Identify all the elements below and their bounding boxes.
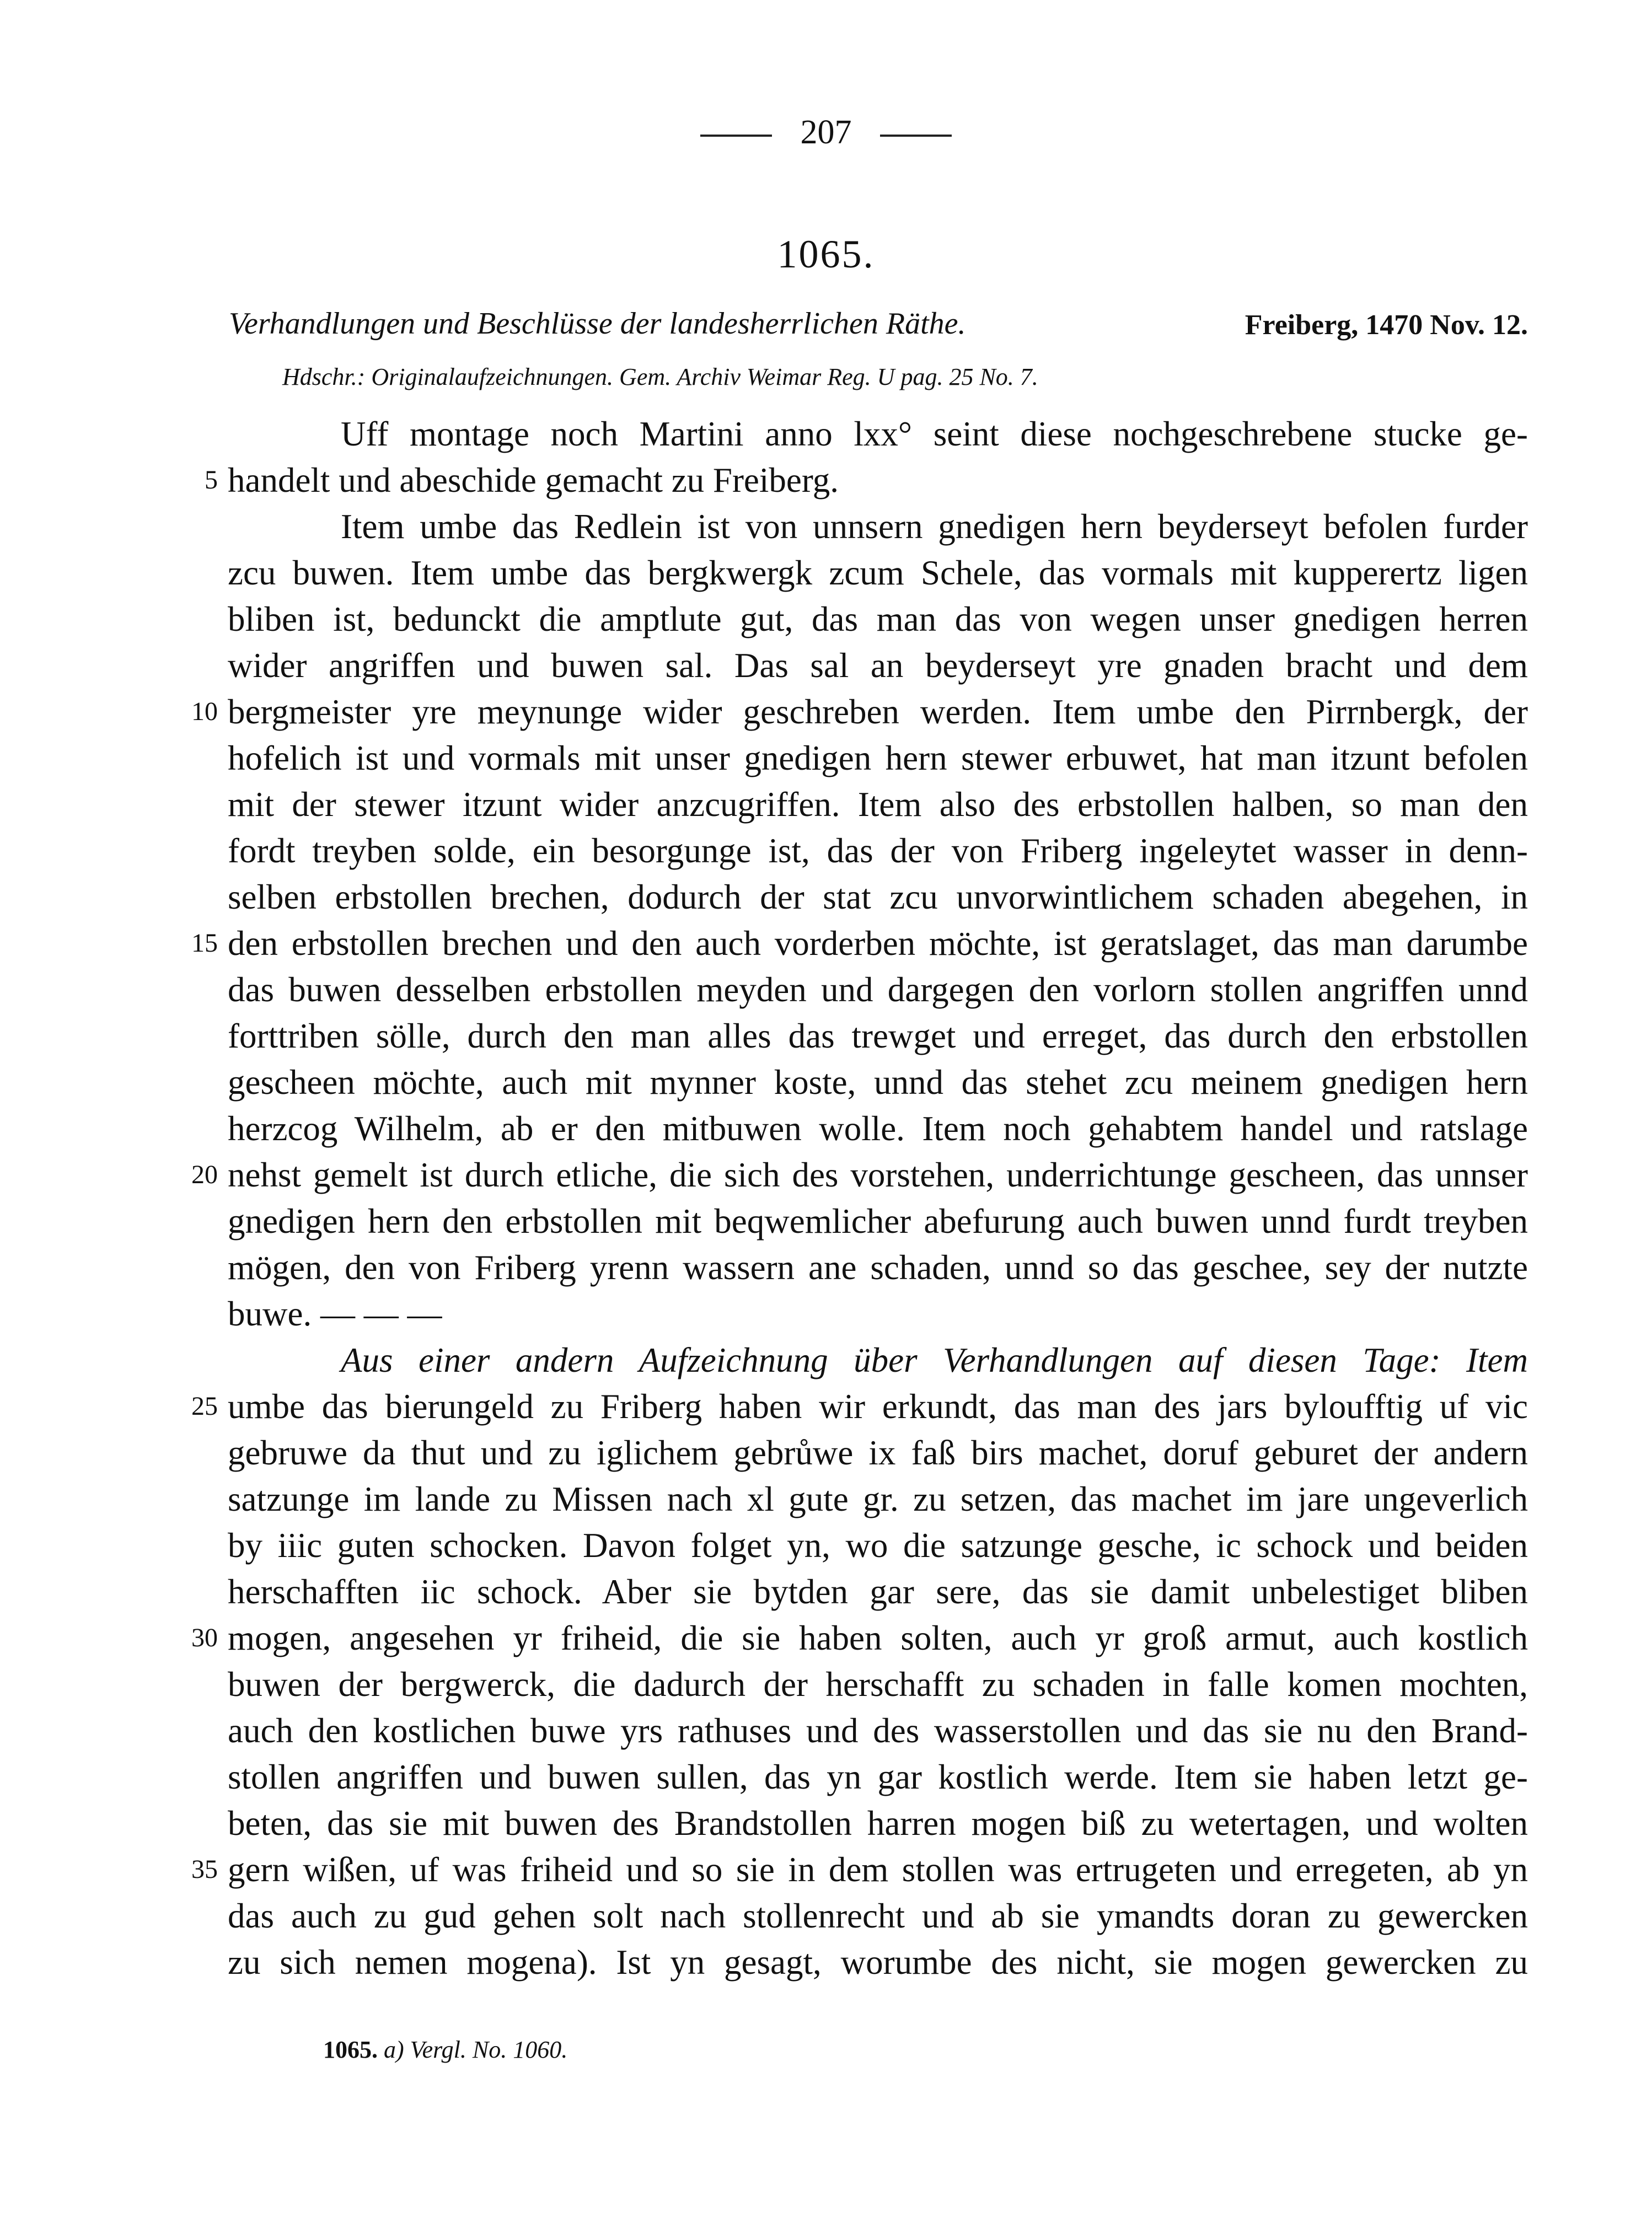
- footnote-number: 1065.: [323, 2036, 378, 2063]
- text-line: auch den kostlichen buwe yrs rathuses und des wasserstollen und das sie nu den Brand-: [228, 1711, 1528, 1750]
- text-line: selben erbstollen brechen, dodurch der stat zcu unvorwintlichem schaden abegehen, in: [228, 878, 1528, 916]
- line-number: 10: [191, 697, 218, 726]
- text-line: nehst gemelt ist durch etliche, die sich des vorstehen, underrichtunge gescheen, das unnser: [228, 1156, 1528, 1194]
- source-reference: Hdschr.: Originalaufzeichnungen. Gem. Archiv Weimar Reg. U pag. 25 No. 7.: [282, 363, 1038, 390]
- text-line: das buwen desselben erbstollen meyden und dargegen den vorlorn stollen angriffen unnd: [228, 970, 1528, 1009]
- text-line: gescheen möchte, auch mit mynner koste, unnd das stehet zcu meinem gnedigen hern: [228, 1063, 1528, 1102]
- text-line: gnedigen hern den erbstollen mit beqwemlicher abefurung auch buwen unnd furdt treyben: [228, 1202, 1528, 1241]
- text-line: gern wißen, uf was friheid und so sie in dem stollen was ertrugeten und erregeten, ab yn: [228, 1850, 1528, 1889]
- text-line: fordt treyben solde, ein besorgunge ist, das der von Friberg ingeleytet wasser in denn-: [228, 831, 1528, 870]
- text-line: forttriben sölle, durch den man alles das trewget und erreget, das durch den erbstollen: [228, 1017, 1528, 1055]
- text-line: by iiic guten schocken. Davon folget yn, wo die satzunge gesche, ic schock und beiden: [228, 1526, 1528, 1565]
- footnote: [323, 2036, 567, 2064]
- text-line: bergmeister yre meynunge wider geschreben werden. Item umbe den Pirrnbergk, der: [228, 692, 1528, 731]
- text-line: zcu buwen. Item umbe das bergkwergk zcum Schele, das vormals mit kupperertz ligen: [228, 554, 1528, 592]
- text-line: Aus einer andern Aufzeichnung über Verhandlungen auf diesen Tage: Item: [341, 1341, 1528, 1379]
- text-line: mit der stewer itzunt wider anzcugriffen. Item also des erbstollen halben, so man den: [228, 785, 1528, 824]
- text-line: beten, das sie mit buwen des Brandstollen harren mogen biß zu wetertagen, und wolten: [228, 1804, 1528, 1843]
- text-line: handelt und abeschide gemacht zu Freiberg.: [228, 461, 839, 500]
- line-number: 25: [191, 1392, 218, 1421]
- text-line: satzunge im lande zu Missen nach xl gute gr. zu setzen, das machet im jare ungeverlich: [228, 1480, 1528, 1518]
- line-number: 35: [191, 1855, 218, 1884]
- line-number: 5: [205, 465, 218, 495]
- text-line: stollen angriffen und buwen sullen, das yn gar kostlich werde. Item sie haben letzt ge-: [228, 1758, 1528, 1796]
- text-line: bliben ist, bedunckt die amptlute gut, das man das von wegen unser gnedigen herren: [228, 600, 1528, 638]
- header-dash-left: [700, 135, 772, 137]
- text-line: wider angriffen und buwen sal. Das sal an beyderseyt yre gnaden bracht und dem: [228, 646, 1528, 685]
- header-dash-right: [880, 135, 952, 137]
- line-number: 20: [191, 1160, 218, 1189]
- document-number: 1065.: [777, 232, 875, 276]
- text-line: buwe. — — —: [228, 1295, 442, 1333]
- document-place-date: Freiberg, 1470 Nov. 12.: [1245, 309, 1528, 341]
- text-line: herzcog Wilhelm, ab er den mitbuwen wolle. Item noch gehabtem handel und ratslage: [228, 1109, 1528, 1148]
- line-number: 30: [191, 1623, 218, 1652]
- page-number: 207: [800, 114, 852, 151]
- text-line: das auch zu gud gehen solt nach stollenrecht und ab sie ymandts doran zu gewercken: [228, 1897, 1528, 1935]
- text-line: Item umbe das Redlein ist von unnsern gnedigen hern beyderseyt befolen furder: [341, 507, 1528, 546]
- text-line: gebruwe da thut und zu iglichem gebrůwe ix faß birs machet, doruf geburet der andern: [228, 1434, 1528, 1472]
- footnote-text: a) Vergl. No. 1060.: [384, 2036, 568, 2063]
- text-line: mogen, angesehen yr friheid, die sie haben solten, auch yr groß armut, auch kostlich: [228, 1619, 1528, 1657]
- text-line: buwen der bergwerck, die dadurch der herschafft zu schaden in falle komen mochten,: [228, 1665, 1528, 1704]
- line-number: 15: [191, 928, 218, 958]
- text-line: herschafften iic schock. Aber sie bytden gar sere, das sie damit unbelestiget bliben: [228, 1572, 1528, 1611]
- text-line: den erbstollen brechen und den auch vorderben möchte, ist geratslaget, das man darumbe: [228, 924, 1528, 963]
- text-line: umbe das bierungeld zu Friberg haben wir erkundt, das man des jars byloufftig uf vic: [228, 1387, 1528, 1426]
- text-line: Uff montage noch Martini anno lxx° seint diese nochgeschrebene stucke ge-: [341, 415, 1528, 453]
- document-title: Verhandlungen und Beschlüsse der landesherrlichen Räthe.: [229, 307, 966, 341]
- text-line: mögen, den von Friberg yrenn wassern ane schaden, unnd so das geschee, sey der nutzte: [228, 1248, 1528, 1287]
- text-line: hofelich ist und vormals mit unser gnedigen hern stewer erbuwet, hat man itzunt befolen: [228, 739, 1528, 777]
- page-header: [0, 113, 1652, 152]
- text-line: zu sich nemen mogena). Ist yn gesagt, worumbe des nicht, sie mogen gewercken zu: [228, 1943, 1528, 1982]
